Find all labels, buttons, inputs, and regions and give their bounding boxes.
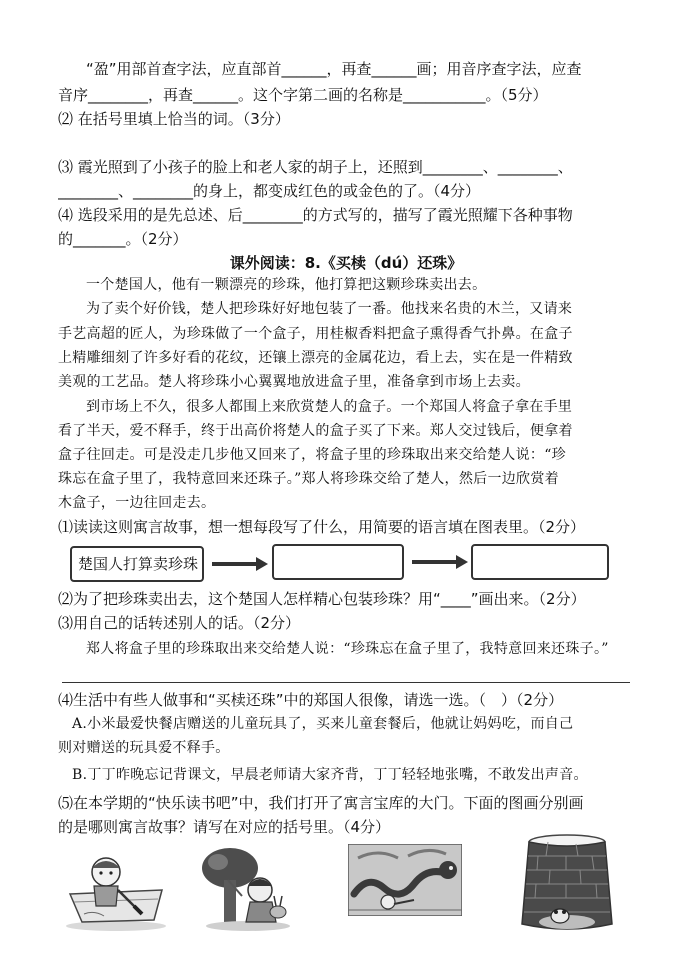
passage-line-7: 看了半天，爱不释手，终于出高价将楚人的盒子买了下来。郑人交过钱后，便拿着 [58,423,573,439]
boy-boat-sword-icon [64,850,168,932]
passage-line-3: 手艺高超的匠人，为珍珠做了一个盒子，用桂椒香料把盒子熏得香气扑鼻。在盒子 [58,326,573,342]
q4-line-2: 的_______。（2分） [58,230,188,248]
passage-line-4: 上精雕细刻了许多好看的花纹，还镶上漂亮的金属花边，看上去，实在是一件精致 [58,350,573,366]
sub-q4-option-a-1: A.小米最爱快餐店赠送的儿童玩具了，买来儿童套餐后，他就让妈妈吃，而自己 [72,716,574,732]
passage-line-8: 盒子往回走。可是没走几步他又回来了，将盒子里的珍珠取出来交给楚人说：“珍 [58,447,566,463]
passage-line-5: 美观的工艺品。楚人将珍珠小心翼翼地放进盒子里，准备拿到市场上去卖。 [58,374,530,390]
q1-line-1: “盈”用部首查字法，应直部首______，再查______画；用音序查字法，应查 [86,60,582,78]
q2-instruction: ⑵ 在括号里填上恰当的词。（3分） [58,110,290,128]
passage-line-9: 珠忘在盒子里了，我特意回来还珠子。”郑人将珍珠交给了楚人，然后一边欣赏着 [58,471,559,487]
flow-box-1: 楚国人打算卖珍珠 [70,546,204,582]
sub-q5-line-2: 的是哪则寓言故事？请写在对应的括号里。（4分） [58,818,391,836]
sub-q3-quote: 郑人将盒子里的珍珠取出来交给楚人说：“珍珠忘在盒子里了，我特意回来还珠子。” [86,641,609,657]
dragon-painting-icon [348,844,462,916]
farmer-tree-rabbit-icon [198,846,292,932]
sub-q1: ⑴读读这则寓言故事，想一想每段写了什么，用简要的语言填在图表里。（2分） [58,518,586,536]
flow-box-2[interactable] [272,544,404,580]
sub-q4-option-a-2: 则对赠送的玩具爱不释手。 [58,740,230,756]
q3-line-1: ⑶ 霞光照到了小孩子的脸上和老人家的胡子上，还照到________、________、 [58,158,573,176]
sub-q4-option-b: B.丁丁昨晚忘记背课文，早晨老师请大家齐背，丁丁轻轻地张嘴，不敢发出声音。 [72,767,588,783]
passage-line-10: 木盒子，一边往回走去。 [58,495,216,511]
passage-line-6: 到市场上不久，很多人都围上来欣赏楚人的盒子。一个郑国人将盒子拿在手里 [86,399,573,415]
sub-q2: ⑵为了把珍珠卖出去，这个楚国人怎样精心包装珍珠？用“____”画出来。（2分） [58,590,586,608]
flow-arrow-1-icon [210,556,270,572]
q3-line-2: ________、________的身上，都变成红色的或金色的了。（4分） [58,182,481,200]
frog-in-well-icon [520,834,614,932]
sub-q4: ⑷生活中有些人做事和“买椟还珠”中的郑国人很像，请选一选。（ ）（2分） [58,691,564,709]
reading-title: 课外阅读：8.《买椟（dú）还珠》 [229,254,463,272]
flow-box-3[interactable] [471,544,609,580]
q1-line-2: 音序________，再查______。这个字第二画的名称是___________。（5分） [58,86,548,104]
flow-arrow-2-icon [410,554,470,570]
passage-line-2: 为了卖个好价钱，楚人把珍珠好好地包装了一番。他找来名贵的木兰，又请来 [86,301,573,317]
answer-line[interactable] [62,682,630,683]
sub-q3: ⑶用自己的话转述别人的话。（2分） [58,614,301,632]
passage-line-1: 一个楚国人，他有一颗漂亮的珍珠，他打算把这颗珍珠卖出去。 [86,277,487,293]
q4-line-1: ⑷ 选段采用的是先总述、后________的方式写的，描写了霞光照耀下各种事物 [58,206,573,224]
sub-q5-line-1: ⑸在本学期的“快乐读书吧”中，我们打开了寓言宝库的大门。下面的图画分别画 [58,794,584,812]
